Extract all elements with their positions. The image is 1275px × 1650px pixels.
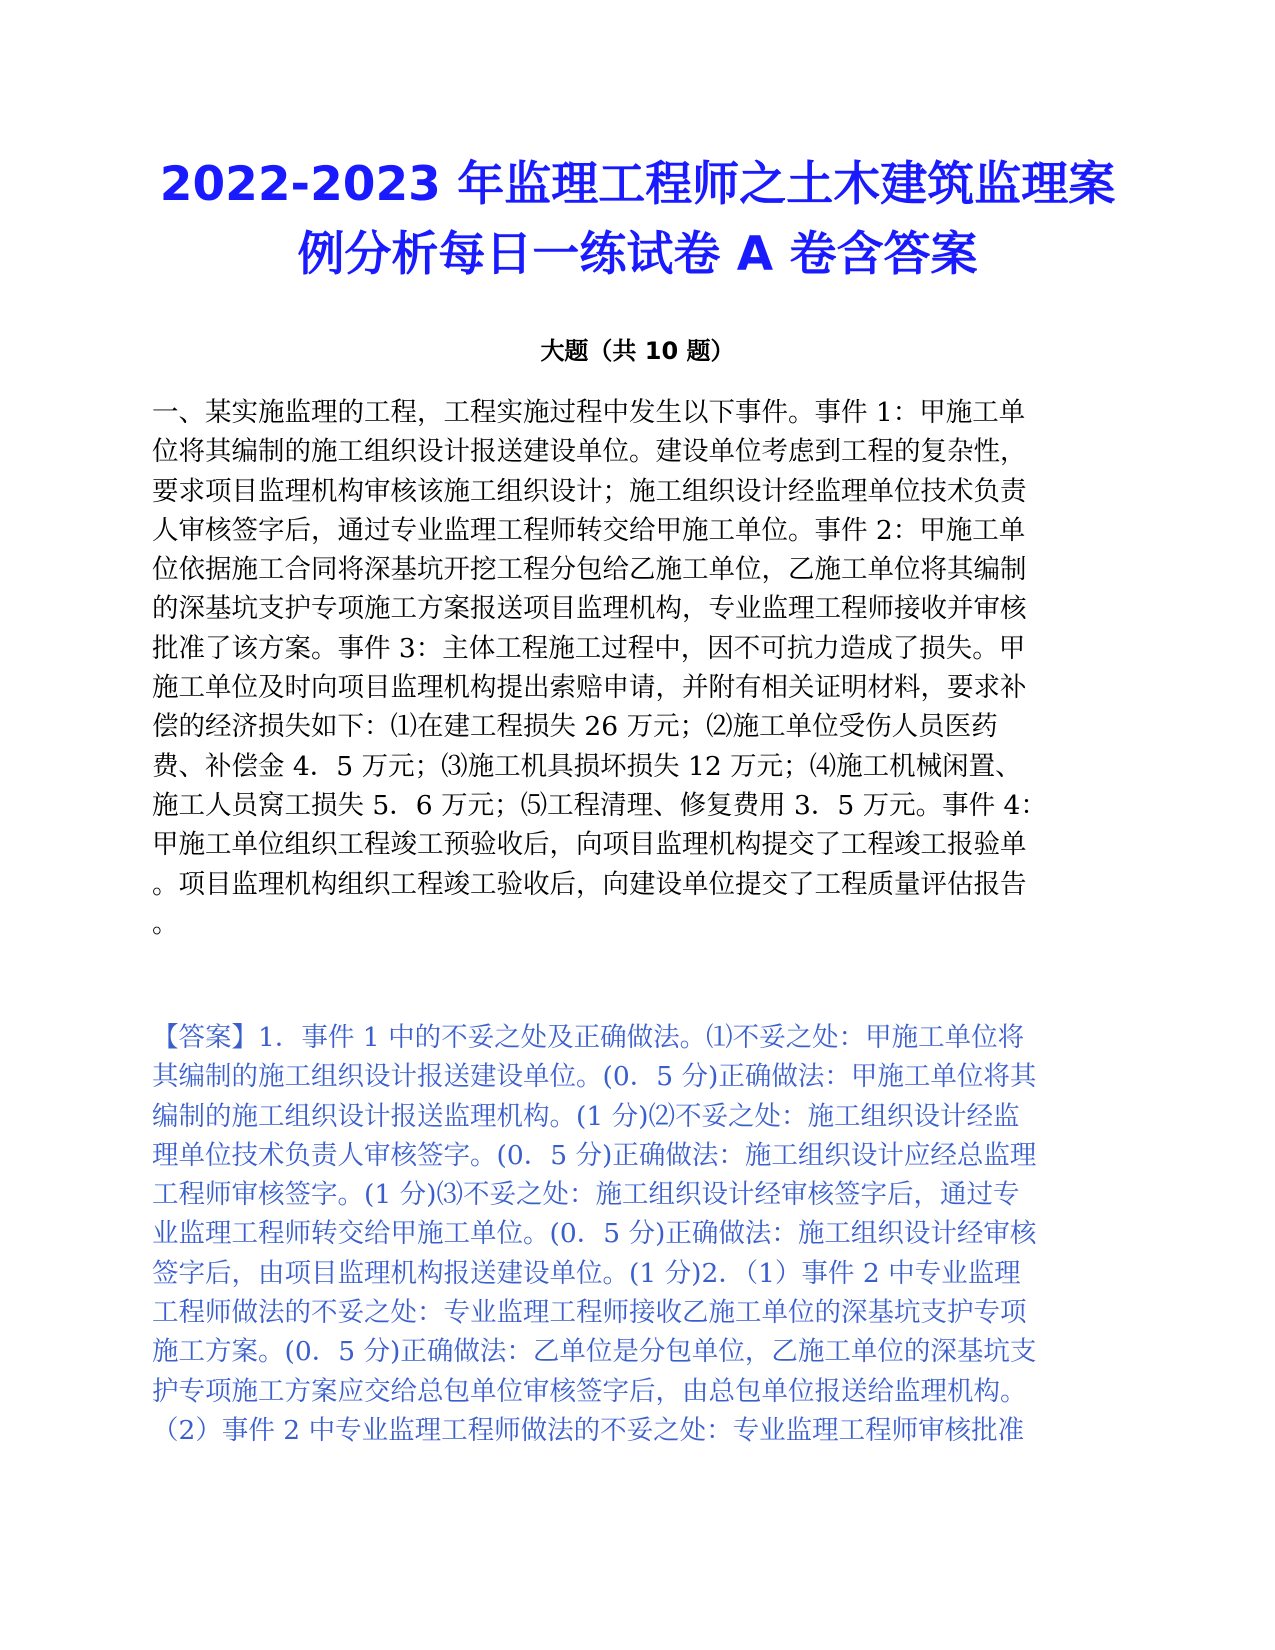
answer-line: 工程师审核签字。(1 分)⑶不妥之处：施工组织设计经审核签字后，通过专 <box>152 1179 1020 1211</box>
question-line: 甲施工单位组织工程竣工预验收后，向项目监理机构提交了工程竣工报验单 <box>152 829 1027 861</box>
question-line: 的深基坑支护专项施工方案报送项目监理机构，专业监理工程师接收并审核 <box>152 593 1027 625</box>
answer-line: 其编制的施工组织设计报送建设单位。(0．5 分)正确做法：甲施工单位将其 <box>152 1061 1037 1093</box>
answer-line: 工程师做法的不妥之处：专业监理工程师接收乙施工单位的深基坑支护专项 <box>152 1297 1027 1329</box>
question-line: 要求项目监理机构审核该施工组织设计；施工组织设计经监理单位技术负责 <box>152 475 1027 507</box>
question-line: 施工单位及时向项目监理机构提出索赔申请，并附有相关证明材料，要求补 <box>152 672 1027 704</box>
question-line: 人审核签字后，通过专业监理工程师转交给甲施工单位。事件 2：甲施工单 <box>152 514 1026 546</box>
question-line: 偿的经济损失如下：⑴在建工程损失 26 万元；⑵施工单位受伤人员医药 <box>152 711 998 743</box>
document-title <box>150 150 1125 290</box>
answer-line: 施工方案。(0．5 分)正确做法：乙单位是分包单位，乙施工单位的深基坑支 <box>152 1336 1037 1368</box>
title-line-1: 2022-2023 年监理工程师之土木建筑监理案 <box>159 157 1116 212</box>
answer-line: 【答案】1．事件 1 中的不妥之处及正确做法。⑴不妥之处：甲施工单位将 <box>152 1022 1025 1053</box>
answer-line: 编制的施工组织设计报送监理机构。(1 分)⑵不妥之处：施工组织设计经监 <box>152 1100 1020 1132</box>
question-line: 一、某实施监理的工程，工程实施过程中发生以下事件。事件 1：甲施工单 <box>152 397 1026 428</box>
question-line: 施工人员窝工损失 5．6 万元；⑸工程清理、修复费用 3．5 万元。事件 4： <box>152 789 1047 821</box>
question-line: 批准了该方案。事件 3：主体工程施工过程中，因不可抗力造成了损失。甲 <box>152 632 1026 664</box>
question-line: 位依据施工合同将深基坑开挖工程分包给乙施工单位，乙施工单位将其编制 <box>152 554 1027 586</box>
section-heading: 大题（共 10 题） <box>540 337 735 365</box>
answer-line: （2）事件 2 中专业监理工程师做法的不妥之处：专业监理工程师审核批准 <box>152 1414 1025 1446</box>
answer-paragraph <box>152 1018 1127 1450</box>
answer-line: 护专项施工方案应交给总包单位审核签字后，由总包单位报送给监理机构。 <box>152 1375 1027 1407</box>
question-line: 。 <box>152 907 179 939</box>
question-line: 费、补偿金 4．5 万元；⑶施工机具损坏损失 12 万元；⑷施工机械闲置、 <box>152 750 1022 782</box>
answer-line: 业监理工程师转交给甲施工单位。(0．5 分)正确做法：施工组织设计经审核 <box>152 1218 1037 1250</box>
question-line: 位将其编制的施工组织设计报送建设单位。建设单位考虑到工程的复杂性， <box>152 436 1027 468</box>
answer-line: 理单位技术负责人审核签字。(0．5 分)正确做法：施工组织设计应经总监理 <box>152 1139 1037 1171</box>
question-line: 。项目监理机构组织工程竣工验收后，向建设单位提交了工程质量评估报告 <box>152 868 1027 900</box>
question-paragraph <box>152 393 1127 943</box>
title-line-2: 例分析每日一练试卷 A 卷含答案 <box>297 227 978 282</box>
answer-line: 签字后，由项目监理机构报送建设单位。(1 分)2．（1）事件 2 中专业监理 <box>152 1257 1021 1289</box>
